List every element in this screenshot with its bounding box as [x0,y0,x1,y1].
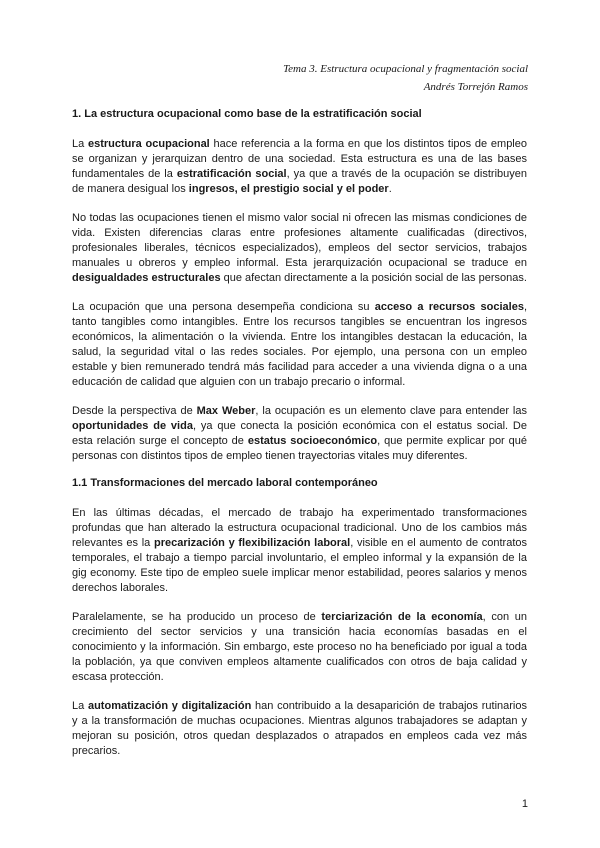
text-run: , con un crecimiento del sector servicios y una transición hacia economías basadas en el conocimiento y la información. Sin embargo, este proceso no ha beneficiado por igual a toda la población, ya que conviven empleos altamente cualificados con otros de baja calidad y escasa protección. [72,611,528,683]
paragraph-7 [72,699,527,759]
section-heading-1: 1. La estructura ocupacional como base de la estratificación social [72,108,422,120]
text-run: que afectan directamente a la posición social de las personas. [220,272,527,284]
paragraph-6 [72,610,527,685]
running-header [283,60,528,96]
bold-term: acceso a recursos sociales [374,301,524,313]
text-run: hace referencia a la forma en que los distintos tipos de empleo se organizan y jerarquizan dentro de una sociedad. Esta estructura es una de las bases fundamentales de la [72,138,527,180]
bold-term: estatus socioeconómico [247,435,378,447]
text-run: No todas las ocupaciones tienen el mismo valor social ni ofrecen las mismas condiciones de vida. Existen diferencias claras entre profesiones altamente cualificadas (directivos, profesionales liberales, técnicos especializados), empleos del sector servicios, trabajos manuales u obreros y empleo informal. Esta jerarquización ocupacional se traduce en [72,212,527,269]
bold-term: Max Weber [196,405,256,417]
text-run: , la ocupación es un elemento clave para entender las [255,405,527,417]
section-heading-1-1: 1.1 Transformaciones del mercado laboral contemporáneo [72,477,378,489]
page-number: 1 [521,798,528,810]
paragraph-5 [72,506,527,596]
bold-term: precarización y flexibilización laboral [153,537,351,549]
header-topic: Tema 3. Estructura ocupacional y fragmentación social [283,63,528,75]
bold-term: automatización y digitalización [87,700,252,712]
text-run: , ya que a través de la ocupación se distribuyen de manera desigual los [72,168,527,195]
text-run: , ya que conecta la posición económica con el estatus social. De esta relación surge el concepto de [72,420,527,447]
text-run: Desde la perspectiva de [72,405,197,417]
paragraph-1 [72,137,527,197]
bold-term: estratificación social [176,168,287,180]
paragraph-4 [72,404,527,464]
text-run: Paralelamente, se ha producido un proceso de [72,611,322,623]
text-run: La ocupación que una persona desempeña condiciona su [72,301,375,313]
paragraph-2 [72,211,527,286]
text-run: La [72,700,88,712]
text-run: han contribuido a la desaparición de trabajos rutinarios y a la transformación de muchas ocupaciones. Mientras algunos trabajadores se adaptan y mejoran su posición, otros quedan desplazados o atrapados en empleos cada vez más precarios. [72,700,527,757]
text-run: , tanto tangibles como intangibles. Entre los recursos tangibles se encuentran los ingresos económicos, la alimentación o la vivienda. Entre los intangibles destacan la educación, la salud, la seguridad vital o las redes sociales. Por ejemplo, una persona con un empleo estable y bien remunerado tendrá más facilidad para acceder a una vivienda digna o a una educación de calidad que alguien con un trabajo precario o informal. [72,301,527,388]
document-body [72,106,527,773]
text-run: , visible en el aumento de contratos temporales, el trabajo a tiempo parcial involuntario, el empleo informal y la expansión de la gig economy. Este tipo de empleo suele implicar menor estabilidad, peores salarios y menos derechos laborales. [72,537,527,594]
text-run: , que permite explicar por qué personas con distintos tipos de empleo tienen trayectorias vitales muy diferentes. [72,435,528,462]
bold-term: desigualdades estructurales [72,272,221,284]
text-run: . [388,183,392,195]
bold-term: estructura ocupacional [88,138,210,150]
bold-term: oportunidades de vida [72,420,193,432]
bold-term: ingresos, el prestigio social y el poder [188,183,389,195]
bold-term: terciarización de la economía [321,611,483,623]
header-author: Andrés Torrejón Ramos [423,81,528,93]
paragraph-3 [72,300,527,390]
text-run: En las últimas décadas, el mercado de trabajo ha experimentado transformaciones profundas que han alterado la estructura ocupacional tradicional. Uno de los cambios más relevantes es la [72,507,527,549]
text-run: La [72,138,88,150]
